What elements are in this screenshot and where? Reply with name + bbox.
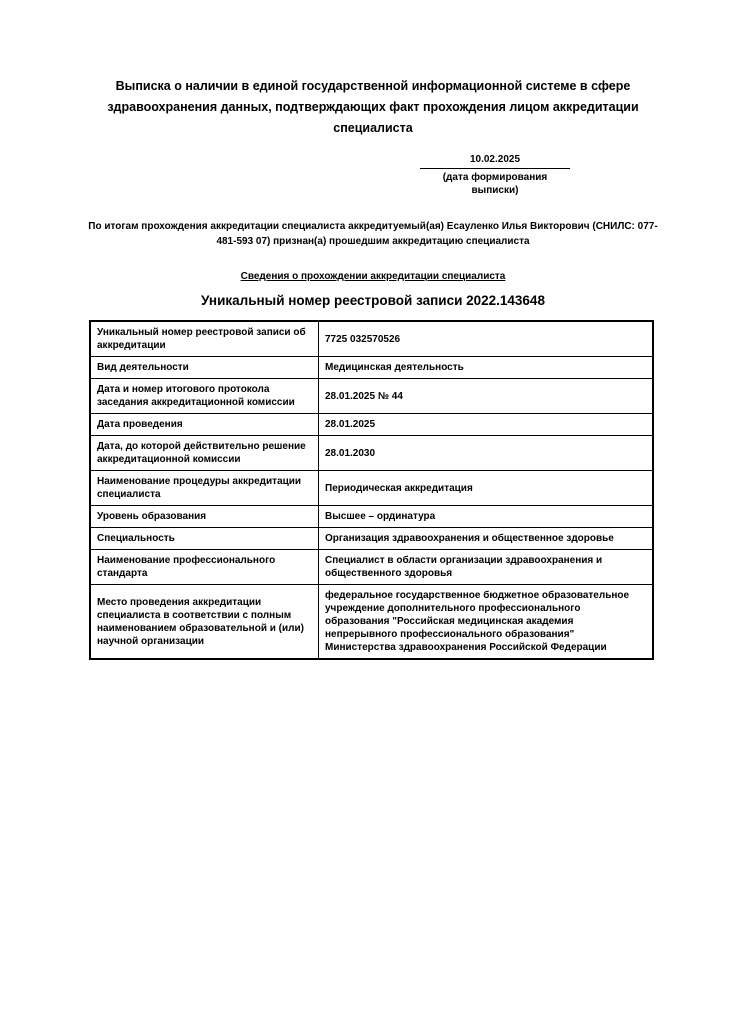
label-cell: Уникальный номер реестровой записи об аккредитации <box>90 321 319 357</box>
table-row <box>90 471 653 506</box>
table-row <box>90 357 653 379</box>
page-title: Выписка о наличии в единой государственной информационной системе в сфере здравоохранения данных, подтверждающих факт прохождения лицом аккредитации специалиста <box>107 79 639 135</box>
value-cell: Высшее – ординатура <box>319 506 654 528</box>
label-cell: Место проведения аккредитации специалиста в соответствии с полным наименованием образовательной и (или) научной организации <box>90 585 319 660</box>
label-cell: Дата проведения <box>90 414 319 436</box>
table-row <box>90 550 653 585</box>
table-row <box>90 528 653 550</box>
value-cell: федеральное государственное бюджетное образовательное учреждение дополнительного профессионального образования "Российская медицинская академия непрерывного профессионального образования" Министерства здравоохранения Российской Федерации <box>319 585 654 660</box>
table-row <box>90 436 653 471</box>
table-row <box>90 414 653 436</box>
table-row <box>90 321 653 357</box>
label-cell: Наименование профессионального стандарта <box>90 550 319 585</box>
label-cell: Вид деятельности <box>90 357 319 379</box>
label-cell: Специальность <box>90 528 319 550</box>
label-cell: Уровень образования <box>90 506 319 528</box>
value-cell: Периодическая аккредитация <box>319 471 654 506</box>
issue-date-value: 10.02.2025 <box>420 153 570 169</box>
value-cell: 28.01.2025 <box>319 414 654 436</box>
label-cell: Дата, до которой действительно решение аккредитационной комиссии <box>90 436 319 471</box>
table-row <box>90 379 653 414</box>
value-cell: 28.01.2025 № 44 <box>319 379 654 414</box>
accreditation-table <box>89 320 654 660</box>
label-cell: Наименование процедуры аккредитации специалиста <box>90 471 319 506</box>
section-heading: Сведения о прохождении аккредитации специалиста <box>240 271 506 282</box>
table-row <box>90 506 653 528</box>
issue-date-block <box>420 153 570 197</box>
table-row <box>90 585 653 660</box>
value-cell: Организация здравоохранения и общественное здоровье <box>319 528 654 550</box>
label-cell: Дата и номер итогового протокола заседания аккредитационной комиссии <box>90 379 319 414</box>
intro-paragraph: По итогам прохождения аккредитации специалиста аккредитуемый(ая) Есауленко Илья Викторович (СНИЛС: 077-481-593 07) признан(а) прошедшим аккредитацию специалиста <box>88 221 658 247</box>
value-cell: Специалист в области организации здравоохранения и общественного здоровья <box>319 550 654 585</box>
registry-number-heading: Уникальный номер реестровой записи 2022.143648 <box>201 293 545 308</box>
value-cell: Медицинская деятельность <box>319 357 654 379</box>
value-cell: 7725 032570526 <box>319 321 654 357</box>
value-cell: 28.01.2030 <box>319 436 654 471</box>
issue-date-caption: (дата формирования выписки) <box>442 172 548 196</box>
